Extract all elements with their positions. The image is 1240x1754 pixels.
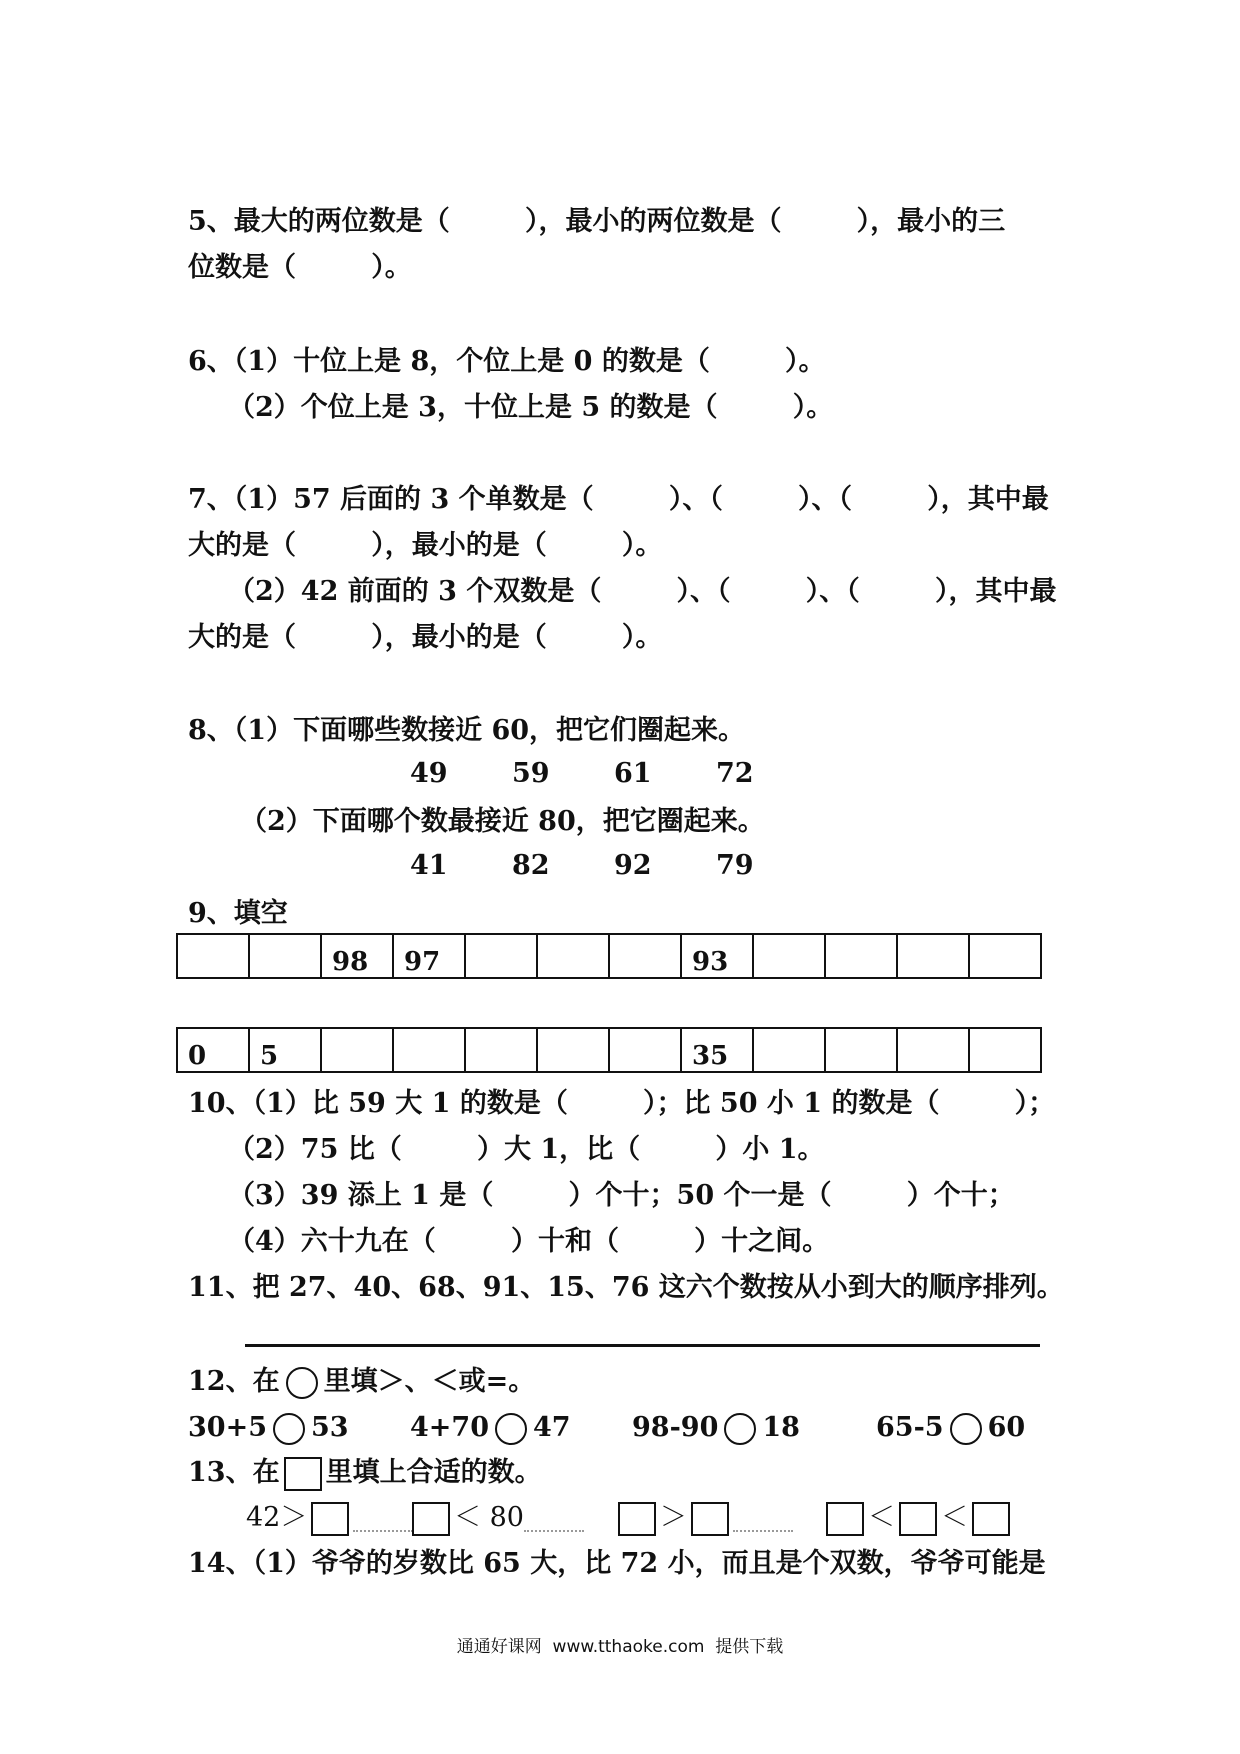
grid-cell[interactable] <box>969 1028 1041 1072</box>
q9-grid-1 <box>176 933 1042 979</box>
grid-cell[interactable] <box>753 1028 825 1072</box>
grid-cell[interactable] <box>537 934 609 978</box>
q7-line-2: 大的是（ ），最小的是（ ）。 <box>188 530 663 561</box>
grid-cell[interactable]: 98 <box>321 934 393 978</box>
grid-cell[interactable] <box>393 1028 465 1072</box>
q12-left: 4+70 <box>410 1412 489 1443</box>
q12-pre: 12、在 <box>188 1366 280 1397</box>
circle-blank[interactable] <box>495 1413 527 1445</box>
q8-number[interactable]: 72 <box>716 758 754 789</box>
grid-cell[interactable] <box>537 1028 609 1072</box>
q8-line-1: 8、（1）下面哪些数接近 60，把它们圈起来。 <box>188 715 746 746</box>
q13-line-1 <box>188 1455 542 1491</box>
square-blank[interactable] <box>618 1502 656 1536</box>
circle-blank[interactable] <box>286 1367 318 1399</box>
q8-number[interactable]: 61 <box>614 758 652 789</box>
grid-cell[interactable] <box>609 934 681 978</box>
q12-left: 30+5 <box>188 1412 267 1443</box>
q8-number[interactable]: 92 <box>614 850 652 881</box>
q13-pre: 13、在 <box>188 1457 280 1488</box>
grid-cell[interactable] <box>753 934 825 978</box>
q8-number[interactable]: 59 <box>512 758 550 789</box>
q13-c-op: ＞ <box>660 1502 687 1533</box>
grid-cell[interactable] <box>825 1028 897 1072</box>
q14-line-1: 14、（1）爷爷的岁数比 65 大，比 72 小，而且是个双数，爷爷可能是 <box>188 1548 1046 1579</box>
q8-number[interactable]: 79 <box>716 850 754 881</box>
dotted-line <box>524 1530 584 1532</box>
q5-line-1: 5、最大的两位数是（ ），最小的两位数是（ ），最小的三 <box>188 206 1006 237</box>
q10-line-2: （2）75 比（ ）大 1，比（ ）小 1。 <box>228 1134 825 1165</box>
q6-line-1: 6、（1）十位上是 8，个位上是 0 的数是（ ）。 <box>188 346 826 377</box>
grid-cell[interactable] <box>897 1028 969 1072</box>
grid-cell[interactable] <box>177 934 249 978</box>
square-blank[interactable] <box>284 1457 322 1491</box>
q12-line-1 <box>188 1364 535 1400</box>
circle-blank[interactable] <box>724 1413 756 1445</box>
grid-cell[interactable]: 0 <box>177 1028 249 1072</box>
grid-cell[interactable]: 97 <box>393 934 465 978</box>
answer-line[interactable] <box>245 1344 1040 1347</box>
q13-d-op1: ＜ <box>868 1502 895 1533</box>
grid-cell[interactable] <box>249 934 321 978</box>
grid-cell[interactable] <box>321 1028 393 1072</box>
dotted-line <box>733 1530 793 1532</box>
square-blank[interactable] <box>826 1502 864 1536</box>
dotted-line <box>353 1530 413 1532</box>
q7-line-4: 大的是（ ），最小的是（ ）。 <box>188 622 663 653</box>
q7-line-3: （2）42 前面的 3 个双数是（ ）、（ ）、（ ），其中最 <box>228 576 1057 607</box>
grid-cell[interactable] <box>465 1028 537 1072</box>
q12-item <box>876 1410 1025 1446</box>
q13-item-d <box>822 1500 1014 1536</box>
q8-number[interactable]: 49 <box>410 758 448 789</box>
grid-cell[interactable]: 35 <box>681 1028 753 1072</box>
q13-post: 里填上合适的数。 <box>325 1457 542 1488</box>
grid-cell[interactable]: 93 <box>681 934 753 978</box>
q8-number[interactable]: 41 <box>410 850 448 881</box>
q10-line-3: （3）39 添上 1 是（ ）个十；50 个一是（ ）个十； <box>228 1180 1015 1211</box>
grid-cell[interactable] <box>825 934 897 978</box>
q10-line-4: （4）六十九在（ ）十和（ ）十之间。 <box>228 1226 830 1257</box>
q13-item-a <box>246 1500 413 1536</box>
q12-left: 65-5 <box>876 1412 944 1443</box>
q5-line-2: 位数是（ ）。 <box>188 252 412 283</box>
q7-line-1: 7、（1）57 后面的 3 个单数是（ ）、（ ）、（ ），其中最 <box>188 484 1049 515</box>
grid-cell[interactable] <box>609 1028 681 1072</box>
q12-right: 18 <box>762 1412 800 1443</box>
square-blank[interactable] <box>691 1502 729 1536</box>
q12-item <box>632 1410 800 1446</box>
q12-right: 60 <box>987 1412 1026 1443</box>
q12-item <box>410 1410 571 1446</box>
q13-a-left: 42＞ <box>246 1502 308 1533</box>
grid-cell[interactable] <box>897 934 969 978</box>
circle-blank[interactable] <box>950 1413 982 1445</box>
square-blank[interactable] <box>311 1502 349 1536</box>
grid-cell[interactable] <box>465 934 537 978</box>
q6-line-2: （2）个位上是 3，十位上是 5 的数是（ ）。 <box>228 392 834 423</box>
circle-blank[interactable] <box>273 1413 305 1445</box>
square-blank[interactable] <box>899 1502 937 1536</box>
q13-item-c <box>614 1500 793 1536</box>
q10-line-1: 10、（1）比 59 大 1 的数是（ ）；比 50 小 1 的数是（ ）； <box>188 1088 1056 1119</box>
grid-cell[interactable]: 5 <box>249 1028 321 1072</box>
q12-left: 98-90 <box>632 1412 719 1443</box>
q11-line-1: 11、把 27、40、68、91、15、76 这六个数按从小到大的顺序排列。 <box>188 1272 1064 1303</box>
q8-line-2: （2）下面哪个数最接近 80，把它圈起来。 <box>240 806 765 837</box>
square-blank[interactable] <box>972 1502 1010 1536</box>
q13-d-op2: ＜ <box>941 1502 968 1533</box>
square-blank[interactable] <box>412 1502 450 1536</box>
page-footer: 通通好课网 www.tthaoke.com 提供下载 <box>456 1637 784 1657</box>
q12-right: 47 <box>532 1412 571 1443</box>
q13-item-b <box>408 1500 584 1536</box>
q9-title: 9、填空 <box>188 898 288 929</box>
q9-grid-2 <box>176 1027 1042 1073</box>
q13-b-op: ＜ 80 <box>454 1502 524 1533</box>
q12-right: 53 <box>310 1412 349 1443</box>
q8-number[interactable]: 82 <box>512 850 550 881</box>
q12-item <box>188 1410 349 1446</box>
grid-cell[interactable] <box>969 934 1041 978</box>
q12-post: 里填＞、＜或=。 <box>323 1366 536 1397</box>
